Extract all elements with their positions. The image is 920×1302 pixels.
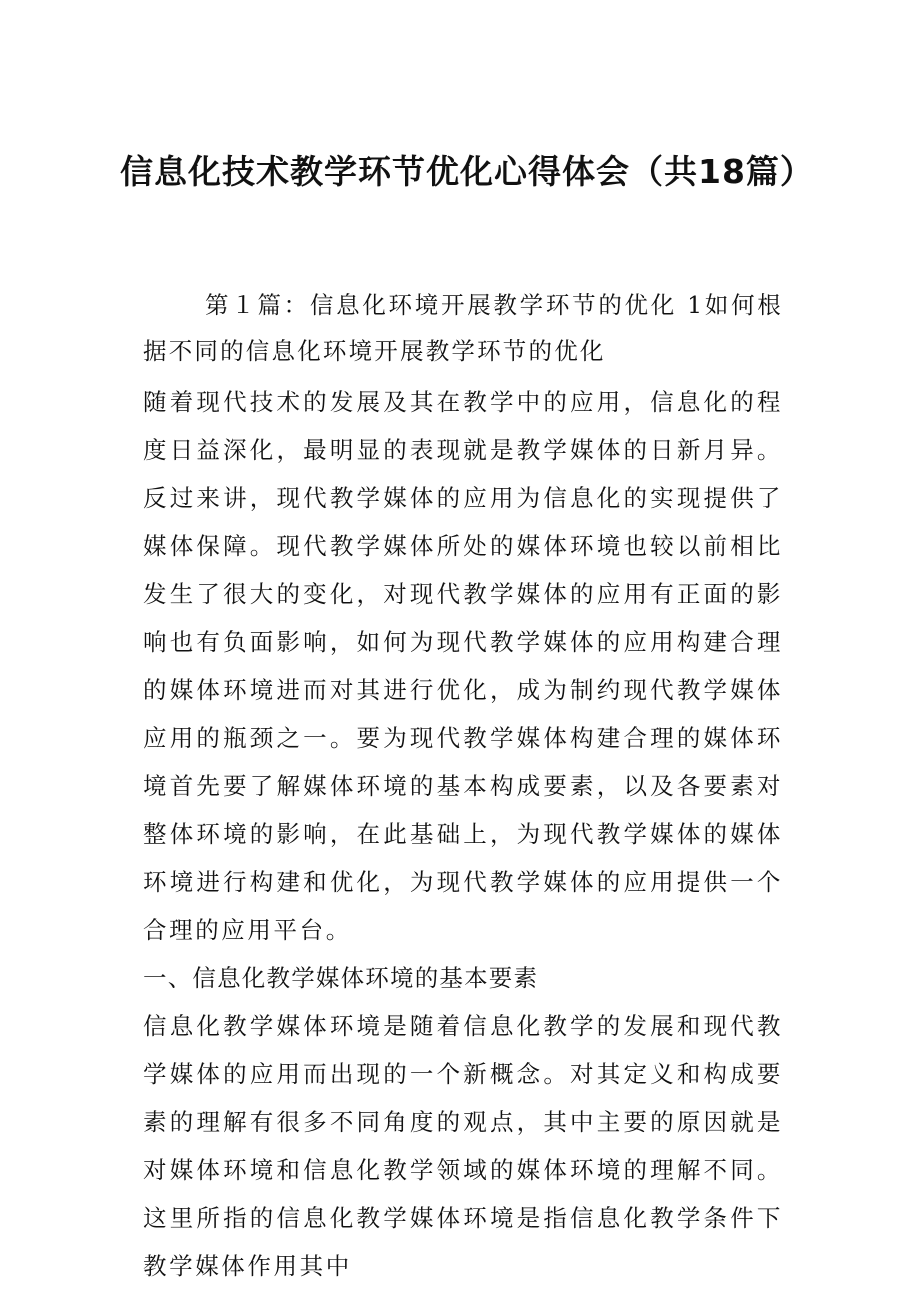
document-body — [143, 282, 783, 1290]
document-title: 信息化技术教学环节优化心得体会（共18篇） — [120, 152, 814, 191]
paragraph-2: 信息化教学媒体环境是随着信息化教学的发展和现代教学媒体的应用而出现的一个新概念。对其定义和构成要素的理解有很多不同角度的观点，其中主要的原因就是对媒体环境和信息化教学领域的媒体环境的理解不同。这里所指的信息化教学媒体环境是指信息化教学条件下教学媒体作用其中 — [143, 1012, 783, 1280]
section-heading-1: 一、信息化教学媒体环境的基本要素 — [143, 964, 539, 992]
paragraph-1: 随着现代技术的发展及其在教学中的应用，信息化的程度日益深化，最明显的表现就是教学媒体的日新月异。反过来讲，现代教学媒体的应用为信息化的实现提供了媒体保障。现代教学媒体所处的媒体环境也较以前相比发生了很大的变化，对现代教学媒体的应用有正面的影响也有负面影响，如何为现代教学媒体的应用构建合理的媒体环境进而对其进行优化，成为制约现代教学媒体应用的瓶颈之一。要为现代教学媒体构建合理的媒体环境首先要了解媒体环境的基本构成要素，以及各要素对整体环境的影响，在此基础上，为现代教学媒体的媒体环境进行构建和优化，为现代教学媒体的应用提供一个合理的应用平台。 — [143, 388, 783, 944]
section-title: 第１篇：信息化环境开展教学环节的优化 1如何根据不同的信息化环境开展教学环节的优化 — [143, 291, 783, 365]
